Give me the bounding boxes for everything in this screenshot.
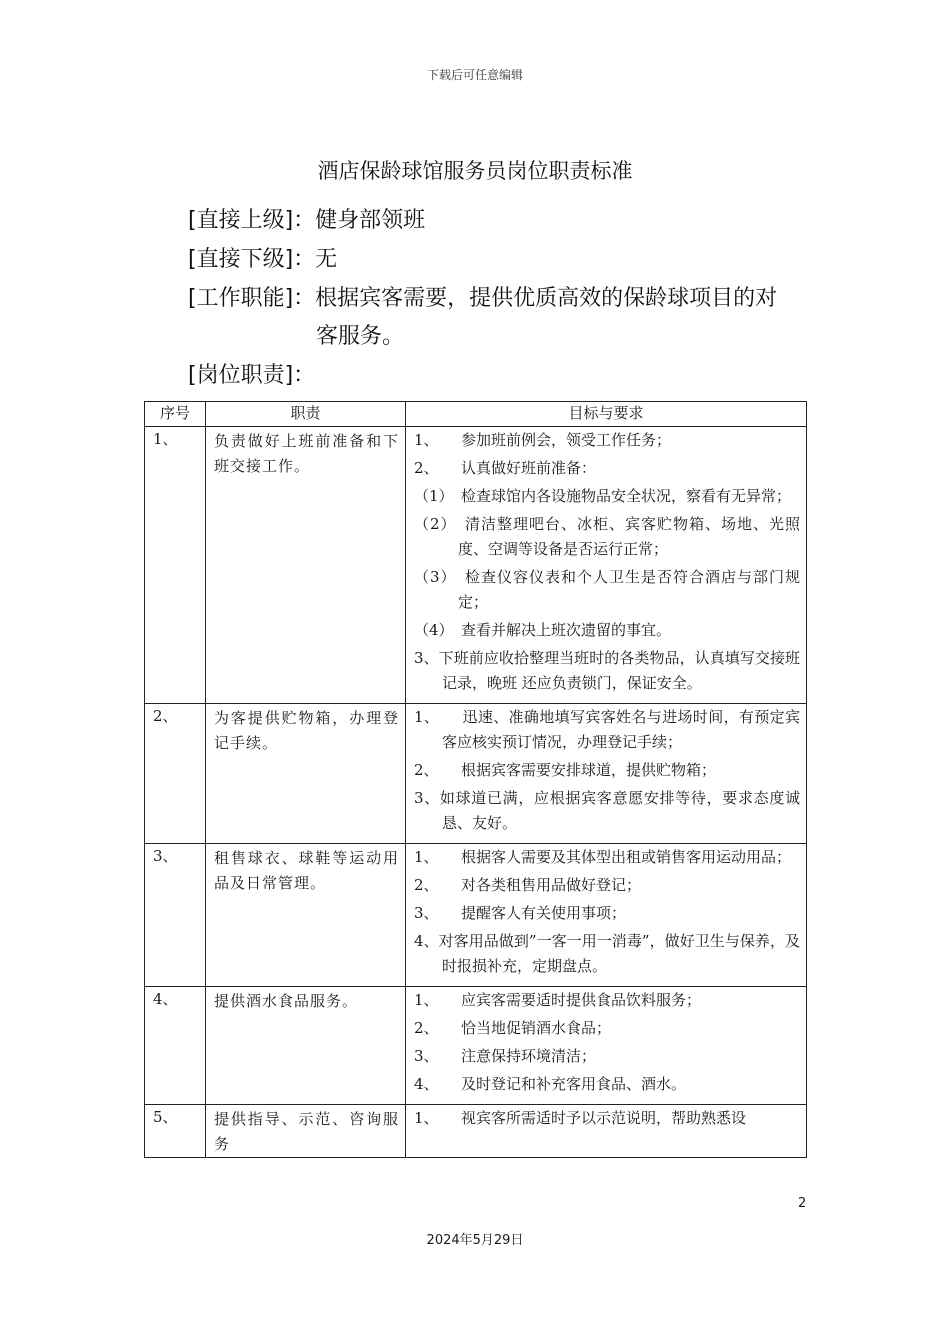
goal-item: 4、对客用品做到”一客一用一消毒”，做好卫生与保养，及时报损补充，定期盘点。 bbox=[414, 932, 800, 975]
goal-item: 3、 注意保持环境清洁； bbox=[414, 1047, 597, 1065]
row-goals bbox=[406, 844, 807, 987]
work-function-value-line2: 客服务。 bbox=[316, 324, 405, 349]
duties-table bbox=[144, 401, 807, 1158]
row-duty: 提供指导、示范、咨询服务 bbox=[206, 1105, 406, 1158]
row-number: 4、 bbox=[145, 987, 206, 1105]
row-duty: 负责做好上班前准备和下班交接工作。 bbox=[206, 427, 406, 704]
goal-item: 1、 参加班前例会，领受工作任务； bbox=[414, 431, 672, 449]
row-number: 1、 bbox=[145, 427, 206, 704]
goal-item: 1、 视宾客所需适时予以示范说明，帮助熟悉设 bbox=[414, 1109, 747, 1127]
work-function-value-line1: 根据宾客需要，提供优质高效的保龄球项目的对 bbox=[315, 286, 778, 311]
goal-item: 4、 及时登记和补充客用食品、酒水。 bbox=[414, 1075, 687, 1093]
goal-item: 2、 对各类租售用品做好登记； bbox=[414, 876, 642, 894]
goal-item: （3） 检查仪容仪表和个人卫生是否符合酒店与部门规定； bbox=[414, 568, 800, 611]
goal-item: 2、 根据宾客需要安排球道，提供贮物箱； bbox=[414, 761, 717, 779]
goal-item: 3、下班前应收拾整理当班时的各类物品，认真填写交接班记录，晚班 还应负责锁门，保证安全。 bbox=[414, 649, 800, 692]
job-duties-label: [岗位职责]： bbox=[188, 363, 316, 388]
row-duty: 提供酒水食品服务。 bbox=[206, 987, 406, 1105]
direct-subordinate-value: 无 bbox=[315, 247, 338, 272]
goal-item: （1） 检查球馆内各设施物品安全状况，察看有无异常； bbox=[414, 487, 792, 505]
direct-superior-field bbox=[188, 202, 425, 240]
table-row bbox=[145, 704, 807, 844]
row-number: 3、 bbox=[145, 844, 206, 987]
work-function-label: [工作职能]： bbox=[188, 286, 316, 311]
column-header-duty: 职责 bbox=[206, 402, 406, 427]
table-header-row bbox=[145, 402, 807, 427]
goal-item: （2） 清洁整理吧台、冰柜、宾客贮物箱、场地、光照度、空调等设备是否运行正常； bbox=[414, 515, 800, 558]
row-number: 5、 bbox=[145, 1105, 206, 1158]
row-duty: 为客提供贮物箱，办理登记手续。 bbox=[206, 704, 406, 844]
page-number: 2 bbox=[798, 1196, 807, 1211]
direct-subordinate-field bbox=[188, 241, 337, 279]
row-goals bbox=[406, 704, 807, 844]
goal-item: 3、如球道已满，应根据宾客意愿安排等待，要求态度诚恳、友好。 bbox=[414, 789, 800, 832]
row-goals bbox=[406, 427, 807, 704]
row-goals bbox=[406, 1105, 807, 1158]
row-goals bbox=[406, 987, 807, 1105]
direct-superior-label: [直接上级]： bbox=[188, 208, 316, 233]
goal-item: 2、 恰当地促销酒水食品； bbox=[414, 1019, 612, 1037]
footer-date: 2024年5月29日 bbox=[426, 1233, 524, 1248]
goal-item: 1、 应宾客需要适时提供食品饮料服务； bbox=[414, 991, 702, 1009]
row-number: 2、 bbox=[145, 704, 206, 844]
document-title: 酒店保龄球馆服务员岗位职责标准 bbox=[317, 159, 633, 183]
goal-item: 1、 根据客人需要及其体型出租或销售客用运动用品； bbox=[414, 848, 792, 866]
work-function-field bbox=[188, 280, 818, 356]
table-row bbox=[145, 844, 807, 987]
goal-item: 1、 迅速、准确地填写宾客姓名与进场时间，有预定宾客应核实预订情况，办理登记手续； bbox=[414, 708, 800, 751]
job-duties-field bbox=[188, 357, 315, 395]
table-row bbox=[145, 1105, 807, 1158]
column-header-number: 序号 bbox=[145, 402, 206, 427]
goal-item: 3、 提醒客人有关使用事项； bbox=[414, 904, 627, 922]
table-row bbox=[145, 427, 807, 704]
table-row bbox=[145, 987, 807, 1105]
direct-subordinate-label: [直接下级]： bbox=[188, 247, 316, 272]
goal-item: 2、 认真做好班前准备： bbox=[414, 459, 597, 477]
goal-item: （4） 查看并解决上班次遗留的事宜。 bbox=[414, 621, 672, 639]
column-header-goals: 目标与要求 bbox=[406, 402, 807, 427]
header-note: 下载后可任意编辑 bbox=[426, 68, 523, 82]
direct-superior-value: 健身部领班 bbox=[315, 208, 426, 233]
row-duty: 租售球衣、球鞋等运动用品及日常管理。 bbox=[206, 844, 406, 987]
